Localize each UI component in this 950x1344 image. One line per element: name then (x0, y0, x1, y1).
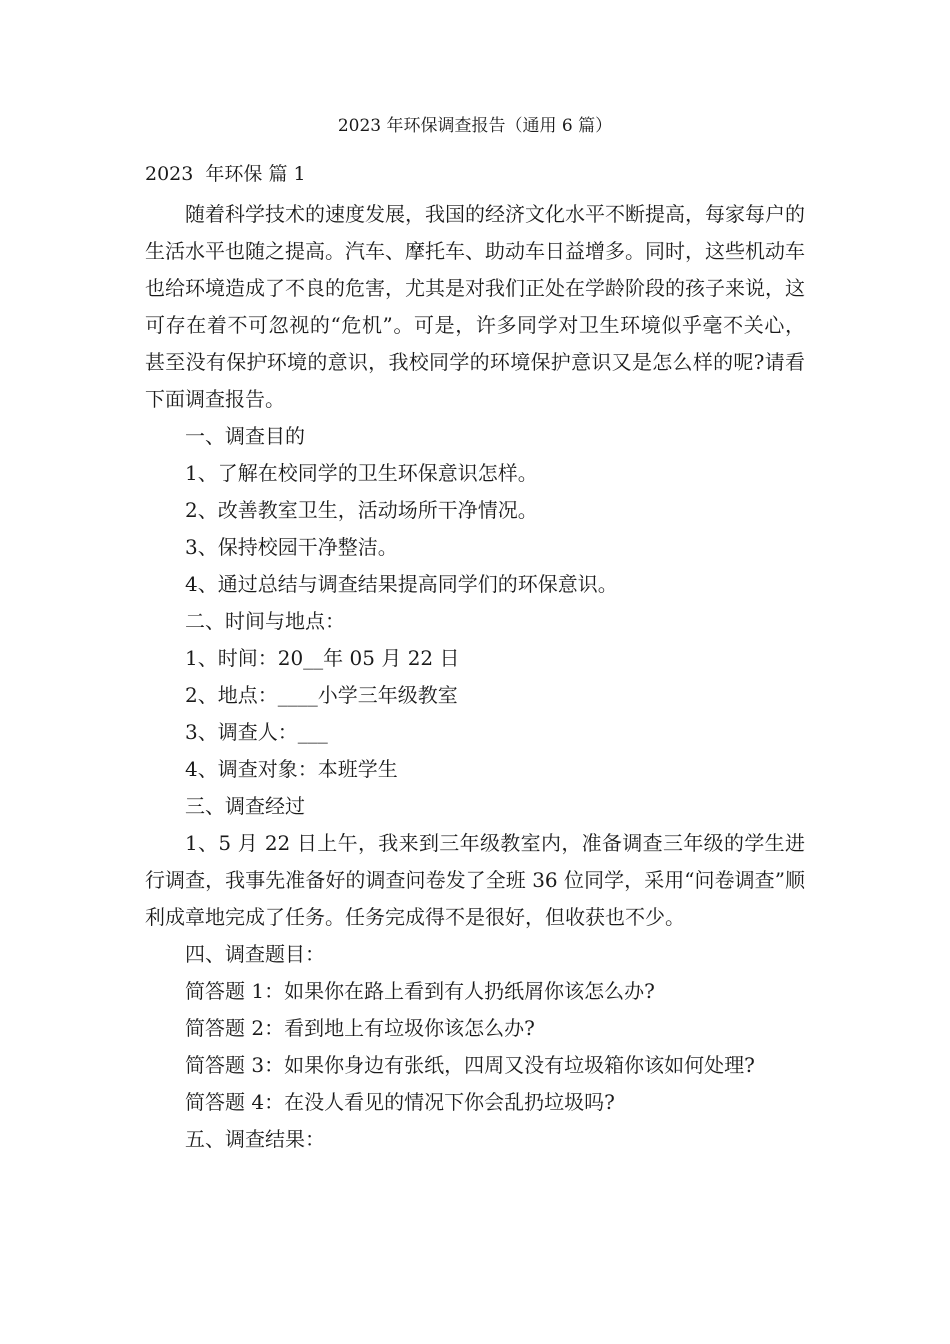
question-item: 简答题 1：如果你在路上看到有人扔纸屑你该怎么办? (185, 979, 655, 1003)
list-item: 1、了解在校同学的卫生环保意识怎样。 (185, 461, 538, 485)
section-heading-questions: 四、调查题目： (185, 942, 325, 966)
document-body (145, 196, 805, 1158)
section-heading-results: 五、调查结果： (185, 1127, 325, 1151)
section-heading-time-place: 二、时间与地点： (185, 609, 345, 633)
question-item: 简答题 2：看到地上有垃圾你该怎么办? (185, 1016, 535, 1040)
list-item: 4、调查对象：本班学生 (185, 757, 398, 781)
list-item: 3、调查人：___ (185, 720, 328, 744)
intro-paragraph: 随着科学技术的速度发展，我国的经济文化水平不断提高，每家每户的生活水平也随之提高。汽车、摩托车、助动车日益增多。同时，这些机动车也给环境造成了不良的危害，尤其是对我们正处在学龄阶段的孩子来说，这可存在着不可忽视的“危机”。可是，许多同学对卫生环境似乎毫不关心，甚至没有保护环境的意识，我校同学的环境保护意识又是怎么样的呢?请看下面调查报告。 (145, 202, 805, 411)
list-item: 1、时间：20__年 05 月 22 日 (185, 646, 460, 670)
list-item: 3、保持校园干净整洁。 (185, 535, 398, 559)
list-item: 4、通过总结与调查结果提高同学们的环保意识。 (185, 572, 618, 596)
list-item: 2、地点：____小学三年级教室 (185, 683, 458, 707)
section-heading-purpose: 一、调查目的 (185, 424, 305, 448)
question-item: 简答题 3：如果你身边有张纸，四周又没有垃圾箱你该如何处理? (185, 1053, 755, 1077)
process-paragraph: 1、5 月 22 日上午，我来到三年级教室内，准备调查三年级的学生进行调查，我事先准备好的调查问卷发了全班 36 位同学，采用“问卷调查”顺利成章地完成了任务。任务完成得不是很好，但收获也不少。 (145, 831, 805, 929)
question-item: 简答题 4：在没人看见的情况下你会乱扔垃圾吗? (185, 1090, 615, 1114)
article-heading: 2023 年环保 篇 1 (145, 163, 306, 185)
document-title: 2023 年环保调查报告（通用 6 篇） (337, 116, 613, 136)
list-item: 2、改善教室卫生，活动场所干净情况。 (185, 498, 538, 522)
section-heading-process: 三、调查经过 (185, 794, 305, 818)
